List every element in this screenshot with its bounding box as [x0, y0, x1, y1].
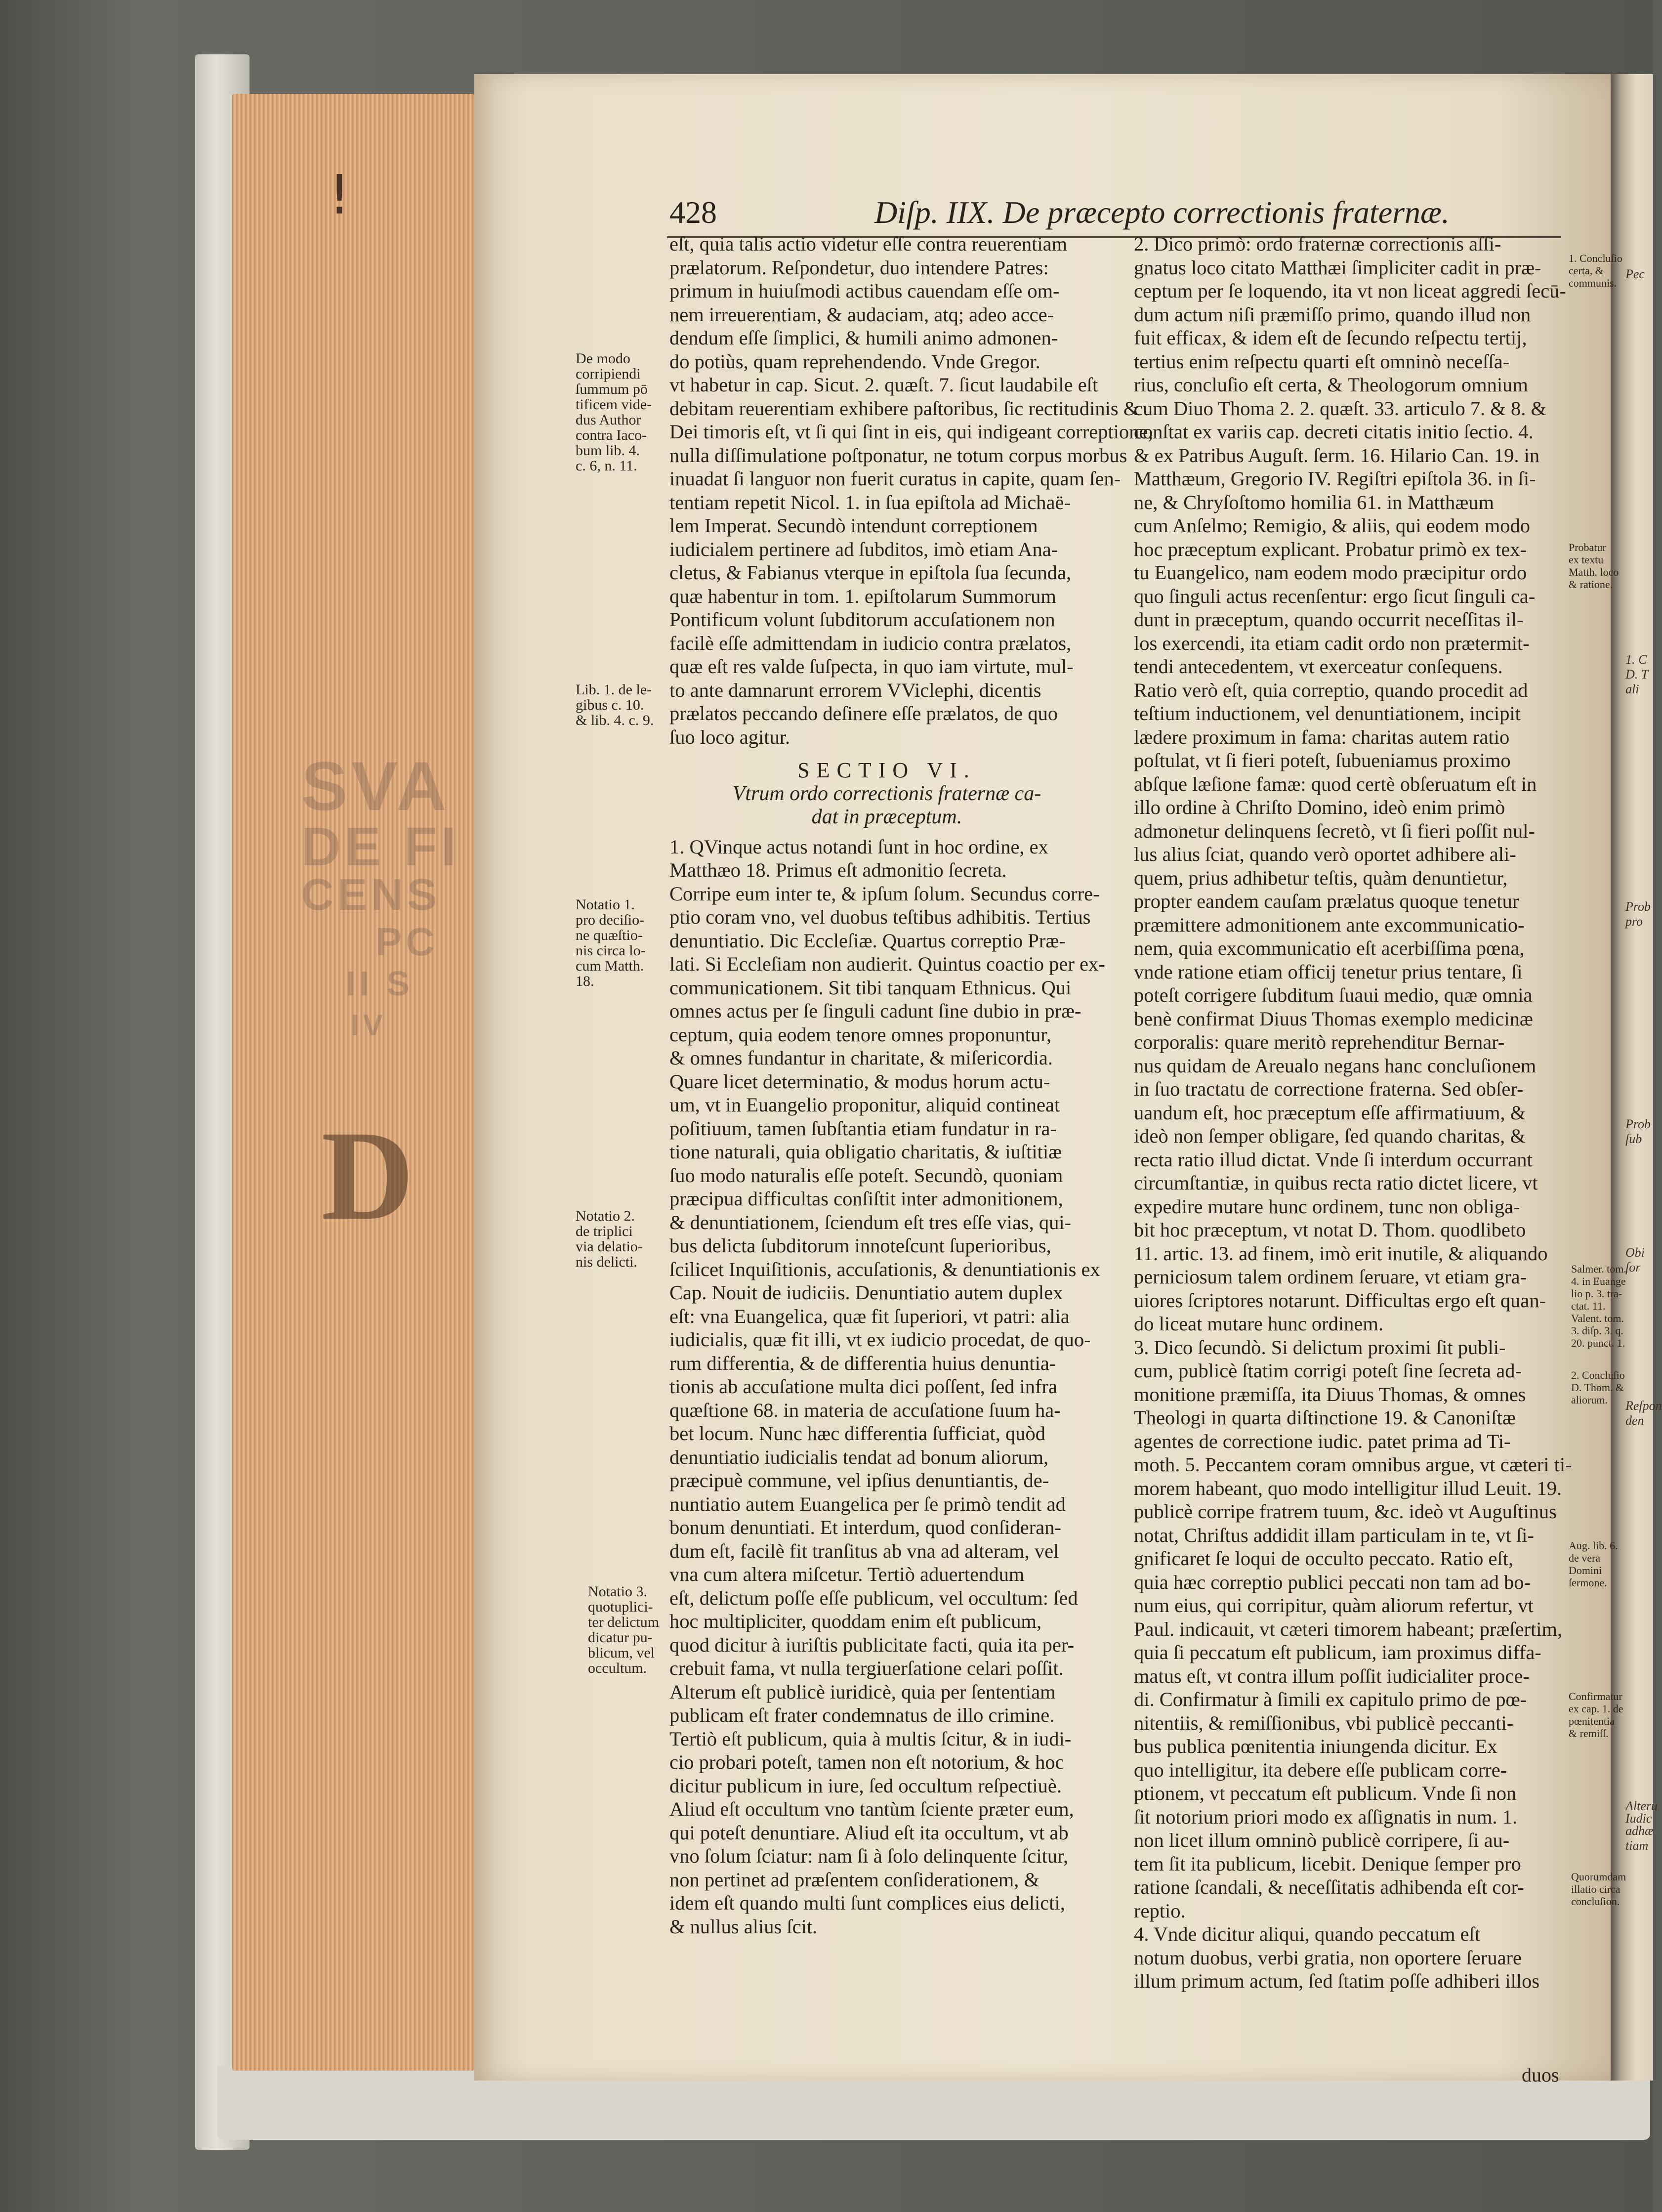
page-edge-block	[232, 94, 474, 2071]
margin-note-line: contra Iaco-	[576, 427, 647, 443]
next-page-note: adhæ	[1625, 1824, 1654, 1838]
margin-note-line: ex textu	[1569, 553, 1604, 566]
right-margin-note	[1569, 1539, 1618, 1589]
right-margin-note	[1571, 1263, 1626, 1349]
section-subtitle-line-1: Vtrum ordo correctionis fraternæ ca-	[732, 782, 1041, 805]
text-line: ſuo loco agitur.	[669, 725, 790, 748]
text-line: quæ habentur in tom. 1. epiſtolarum Summorum	[669, 585, 1056, 607]
edge-print-5: II S	[346, 964, 414, 1003]
next-page-note: Pec	[1625, 267, 1645, 281]
text-line: idem eſt quando multi ſunt complices eius delicti,	[669, 1892, 1065, 1914]
text-line: quæſtione 68. in materia de accuſatione ſuum ha-	[669, 1399, 1061, 1421]
text-line: Tertiò eſt publicum, quia à multis ſcitur, & in iudi-	[669, 1727, 1072, 1750]
text-line: Matthæo 18. Primus eſt admonitio ſecreta.	[669, 859, 1007, 881]
text-line: lem Imperat. Secundò intendunt correptionem	[669, 514, 1038, 537]
edge-print-4: PC	[375, 920, 439, 964]
text-line: prælatos peccando deſinere eſſe prælatos, de quo	[669, 702, 1058, 724]
text-line: gnificaret ſe loqui de occulto peccato. Ratio eſt,	[1134, 1547, 1514, 1570]
text-line: præcipua difficultas conſiſtit inter admonitionem,	[669, 1188, 1063, 1210]
text-line: reptio.	[1134, 1899, 1186, 1922]
next-page-note: ali	[1625, 682, 1639, 696]
text-line: publicè corripe fratrem tuum, &c. ideò vt Auguſtinus	[1134, 1500, 1557, 1523]
text-line: poſtulat, vt ſi fieri poteſt, ſubueniamus proximo	[1134, 749, 1511, 771]
text-line: 4. Vnde dicitur aliqui, quando peccatum eſt	[1134, 1923, 1481, 1945]
text-line: bus delicta ſubditorum innoteſcunt ſuperioribus,	[669, 1234, 1051, 1257]
text-line: tentiam repetit Nicol. 1. in ſua epiſtola ad Michaë-	[669, 491, 1071, 513]
text-line: Alterum eſt publicè iuridicè, quia per ſententiam	[669, 1680, 1056, 1703]
margin-note-line: tificem vide-	[576, 396, 652, 413]
text-line: Theologi in quarta diſtinctione 19. & Canoniſtæ	[1134, 1406, 1516, 1429]
margin-note-line: aliorum.	[1571, 1394, 1608, 1406]
text-line: dicitur publicum in iure, ſed occultum reſpectiuè.	[669, 1774, 1062, 1797]
text-line: poſitiuum, tamen ſubſtantia etiam fundatur in ra-	[669, 1117, 1057, 1140]
margin-note-line: nis circa lo-	[576, 942, 646, 959]
text-line: morem habeant, quo modo intelligitur illud Leuit. 19.	[1134, 1477, 1562, 1499]
text-line: 3. Dico ſecundò. Si delictum proximi ſit publi-	[1134, 1336, 1506, 1359]
margin-note-line: ne quæſtio-	[576, 927, 643, 943]
left-margin-note	[588, 1584, 659, 1676]
margin-note-line: pro deciſio-	[576, 912, 645, 928]
margin-note-line: De modo	[576, 350, 630, 367]
text-line: ne, & Chryſoſtomo homilia 61. in Matthæum	[1134, 491, 1494, 513]
text-line: do liceat mutare hunc ordinem.	[1134, 1313, 1383, 1335]
margin-note-line: ter delictum	[588, 1614, 660, 1630]
text-line: communicationem. Sit tibi tanquam Ethnicus. Qui	[669, 976, 1072, 999]
left-margin-note	[576, 682, 654, 728]
margin-note-line: Aug. lib. 6.	[1569, 1539, 1618, 1552]
margin-note-line: 20. punct. 1.	[1571, 1337, 1625, 1349]
catchword: duos	[1522, 2064, 1559, 2086]
left-column-top-text	[669, 232, 1153, 749]
text-line: poteſt corrigere ſubditum ſuaui medio, quæ omnia	[1134, 984, 1533, 1006]
margin-note-line: pœnitentia	[1569, 1715, 1615, 1727]
next-page-note: pro	[1625, 914, 1643, 929]
text-line: hoc præceptum explicant. Probatur primò ex tex-	[1134, 538, 1527, 560]
next-page-note: Iudic	[1625, 1811, 1652, 1826]
next-page-note: 1. C	[1625, 652, 1647, 667]
text-line: cletus, & Fabianus vterque in epiſtola ſua ſecunda,	[669, 561, 1072, 584]
left-margin-note	[576, 351, 652, 473]
text-line: dum eſt, facilè fit tranſitus ab vna ad alteram, vel	[669, 1539, 1059, 1562]
text-line: ſit notorium priori modo ex aſſignatis in num. 1.	[1134, 1805, 1518, 1828]
right-column-body-text	[1134, 232, 1572, 1993]
text-line: quem, prius adhibetur teſtis, quàm denuntietur,	[1134, 866, 1508, 889]
text-line: bit hoc præceptum, vt notat D. Thom. quodlibeto	[1134, 1219, 1526, 1241]
text-line: vna cum altera miſcetur. Tertiò aduertendum	[669, 1563, 1025, 1585]
text-line: nus quidam de Areualo negans hanc concluſionem	[1134, 1054, 1537, 1077]
text-line: notat, Chriſtus addidit illam particulam in te, vt ſi-	[1134, 1524, 1534, 1546]
text-line: prælatorum. Reſpondetur, duo intendere Patres:	[669, 256, 1049, 279]
text-line: Paul. indicauit, vt cæteri timorem habeant; præſertim,	[1134, 1617, 1563, 1640]
text-line: & denuntiationem, ſciendum eſt tres eſſe vias, qui-	[669, 1211, 1072, 1234]
next-page-note: D. T	[1625, 667, 1649, 681]
text-line: ratione ſcandali, & neceſſitatis adhibenda eſt cor-	[1134, 1876, 1524, 1898]
text-line: tertius enim reſpectu quarti eſt omninò neceſſa-	[1134, 350, 1510, 373]
margin-note-line: Notatio 1.	[576, 896, 635, 913]
text-line: benè confirmat Diuus Thomas exemplo medicinæ	[1134, 1007, 1533, 1030]
next-page-note: den	[1625, 1413, 1644, 1428]
text-line: quia ſi peccatum eſt publicum, iam proximus diffa-	[1134, 1641, 1541, 1663]
right-margin-note	[1569, 541, 1619, 591]
text-line: lus alius ſciat, quando verò oportet adhibere ali-	[1134, 843, 1516, 865]
text-line: nulla diſſimulatione poſtponatur, ne totum corpus morbus	[669, 444, 1127, 467]
text-line: 2. Dico primò: ordo fraternæ correctionis aſſi-	[1134, 233, 1501, 255]
text-line: hoc multipliciter, quoddam enim eſt publicum,	[669, 1610, 1042, 1632]
margin-note-line: illatio circa	[1571, 1883, 1620, 1895]
margin-note-line: de triplici	[576, 1223, 633, 1239]
text-line: quia hæc correptio publici peccati non tam ad bo-	[1134, 1571, 1531, 1593]
left-column	[669, 232, 1153, 1938]
text-line: denuntiatio. Dic Eccleſiæ. Quartus correptio Præ-	[669, 929, 1066, 952]
running-head: Diſp. IIX. De præcepto correctionis fraternæ.	[874, 195, 1450, 230]
text-line: iudicialem pertinere ad ſubditos, imò etiam Ana-	[669, 538, 1058, 560]
text-line: qui poteſt denuntiare. Aliud eſt ita occultum, vt ab	[669, 1821, 1069, 1844]
text-line: eſt, quia talis actio videtur eſſe contra reuerentiam	[669, 233, 1068, 255]
text-line: inuadat ſi languor non fuerit curatus in capite, quam ſen-	[669, 468, 1121, 490]
left-column-body-text	[669, 835, 1104, 1939]
margin-note-line: Matth. loco	[1569, 566, 1619, 578]
margin-note-line: Salmer. tom.	[1571, 1263, 1626, 1275]
text-line: recta ratio illud dictat. Vnde ſi interdum occurrant	[1134, 1148, 1533, 1171]
text-line: tendi antecedentem, vt exerceatur conſequens.	[1134, 655, 1503, 678]
margin-note-line: 18.	[576, 973, 594, 989]
text-line: uandum eſt, hoc præceptum eſſe affirmatiuum, &	[1134, 1101, 1526, 1124]
text-line: bet locum. Nunc hæc differentia ſufficiat, quòd	[669, 1422, 1046, 1445]
text-line: nuntiatio autem Euangelica per ſe primò tendit ad	[669, 1492, 1066, 1515]
text-line: 1. QVinque actus notandi ſunt in hoc ordine, ex	[669, 835, 1048, 858]
text-line: in ſuo tractatu de correctione fraterna. Sed obſer-	[1134, 1078, 1524, 1100]
margin-note-line: ex cap. 1. de	[1569, 1702, 1623, 1715]
text-line: nem irreuerentiam, & audaciam, atq; adeo acce-	[669, 303, 1054, 326]
text-line: non licet illum omninò publicè corripere, ſi au-	[1134, 1829, 1510, 1851]
text-line: lati. Si Eccleſiam non audierit. Quintus coactio per ex-	[669, 953, 1105, 975]
edge-exclamation-mark: !	[329, 163, 351, 226]
text-line: num eius, qui corripitur, quàm aliorum refertur, vt	[1134, 1594, 1534, 1616]
text-line: 11. artic. 13. ad finem, imò erit inutile, & aliquando	[1134, 1242, 1548, 1265]
right-column	[1134, 232, 1572, 1993]
text-line: & omnes fundantur in charitate, & miſericordia.	[669, 1047, 1053, 1069]
margin-note-line: quotuplici-	[588, 1599, 653, 1615]
margin-note-line: bum lib. 4.	[576, 442, 640, 459]
next-page-note: Obi	[1625, 1245, 1645, 1260]
text-line: propter eandem cauſam prælatus quoque tenetur	[1134, 890, 1519, 912]
text-line: Matthæum, Gregorio IV. Regiſtri epiſtola 36. in ſi-	[1134, 468, 1536, 490]
text-line: ſcilicet Inquiſitionis, accuſationis, & denuntiationis ex	[669, 1258, 1100, 1280]
text-line: tionis ab accuſatione multa dici poſſent, ſed infra	[669, 1375, 1058, 1398]
margin-note-line: & lib. 4. c. 9.	[576, 712, 654, 728]
next-page-note: Prob	[1625, 1117, 1651, 1131]
margin-note-line: Confirmatur	[1569, 1690, 1622, 1702]
text-line: corporalis: quare meritò reprehenditur Bernar-	[1134, 1031, 1505, 1053]
margin-note-line: ſummum pō	[576, 381, 648, 397]
text-line: denuntiatio iudicialis tendat ad bonum aliorum,	[669, 1446, 1049, 1468]
text-line: quo ſinguli actus recenſentur: ergo ſicut ſinguli ca-	[1134, 585, 1536, 607]
text-line: Cap. Nouit de iudiciis. Denuntiatio autem duplex	[669, 1281, 1063, 1304]
edge-print-3: CENS	[301, 870, 441, 920]
text-line: & ex Patribus Auguſt. ſerm. 16. Hilario Can. 19. in	[1134, 444, 1540, 467]
next-page-note: ſor	[1625, 1260, 1641, 1275]
margin-note-line: de vera	[1569, 1552, 1601, 1564]
edge-letter-mark: D	[321, 1105, 414, 1247]
edge-print-2: DE FI	[301, 816, 460, 877]
text-line: ptionem, vt peccatum eſt publicum. Vnde ſi non	[1134, 1782, 1517, 1804]
text-line: rius, concluſio eſt certa, & Theologorum omnium	[1134, 374, 1528, 396]
text-line: cio probari poteſt, tamen non eſt notorium, & hoc	[669, 1751, 1064, 1773]
text-line: um, vt in Euangelio proponitur, aliquid contineat	[669, 1094, 1060, 1116]
text-line: tem ſit ita publicum, licebit. Denique ſemper pro	[1134, 1852, 1521, 1875]
text-line: Pontificum volunt ſubditorum accuſationem non	[669, 608, 1055, 631]
next-page-edge	[1611, 74, 1653, 2081]
margin-note-line: communis.	[1569, 277, 1617, 289]
text-line: admonetur delinquens ſecretò, vt ſi fieri poſſit nul-	[1134, 819, 1536, 842]
text-line: ptio coram vno, vel duobus teſtibus adhibitis. Tertius	[669, 906, 1091, 928]
left-margin-note	[576, 1208, 643, 1270]
text-line: eſt, delictum poſſe eſſe publicum, vel occultum: ſed	[669, 1586, 1078, 1609]
margin-note-line: 4. in Euange	[1571, 1275, 1626, 1287]
right-margin-note	[1569, 252, 1622, 289]
margin-note-line: Lib. 1. de le-	[576, 681, 652, 698]
left-margin-note	[576, 897, 646, 989]
text-line: teſtium inductionem, vel denuntiationem, incipit	[1134, 702, 1521, 724]
text-line: ceptum, quia eodem tenore omnes proponuntur,	[669, 1023, 1052, 1046]
text-line: tu Euangelico, nam eodem modo præcipitur ordo	[1134, 561, 1527, 584]
text-line: Quare licet determinatio, & modus horum actu-	[669, 1070, 1050, 1093]
margin-note-line: nis delicti.	[576, 1254, 637, 1270]
text-line: primum in huiuſmodi actibus cauendam eſſe om-	[669, 280, 1060, 302]
text-line: publicam eſt frater condemnatus de illo crimine.	[669, 1704, 1055, 1726]
text-line: vno ſolum ſciatur: nam ſi à ſolo delinquente ſcitur,	[669, 1845, 1069, 1867]
text-line: facilè eſſe admittendam in iudicio contra prælatos,	[669, 632, 1072, 654]
margin-note-line: 2. Concluſio	[1571, 1369, 1625, 1381]
next-page-note: Reſpon	[1625, 1399, 1662, 1413]
margin-note-line: Notatio 2.	[576, 1208, 635, 1224]
next-page-note: Alteru	[1625, 1799, 1658, 1813]
margin-note-line: Valent. tom.	[1571, 1312, 1624, 1324]
text-line: lædere proximum in fama: charitas autem ratio	[1134, 725, 1510, 748]
text-line: præmittere admonitionem ante excommunicatio-	[1134, 913, 1525, 936]
text-line: debitam reuerentiam exhibere paſtoribus, ſic rectitudinis &	[669, 397, 1139, 420]
text-line: abſque læſione famæ: quod certè obſeruatum eſt in	[1134, 772, 1537, 795]
margin-note-line: corripiendi	[576, 366, 641, 382]
text-line: quo intelligitur, ita debere eſſe publicam corre-	[1134, 1758, 1507, 1781]
margin-note-line: certa, &	[1569, 264, 1604, 277]
text-line: fuit efficax, & idem eſt de ſecundo reſpectu tertij,	[1134, 327, 1527, 349]
text-line: matus eſt, vt contra illum poſſit iudicialiter proce-	[1134, 1664, 1530, 1687]
text-line: illo ordine à Chriſto Domino, ideò enim primò	[1134, 796, 1505, 818]
next-page-note: Prob	[1625, 899, 1651, 914]
edge-print-6: IV	[351, 1009, 387, 1042]
text-line: ceptum per ſe loquendo, ita vt non liceat aggredi ſecū-	[1134, 280, 1566, 302]
margin-note-line: D. Thom. &	[1571, 1381, 1624, 1394]
page-number: 428	[669, 195, 717, 230]
margin-note-line: ſermone.	[1569, 1576, 1607, 1589]
next-page-note: ſub	[1625, 1132, 1642, 1146]
text-line: vt habetur in cap. Sicut. 2. quæſt. 7. ſicut laudabile eſt	[669, 374, 1098, 396]
section-title: SECTIO VI.	[797, 758, 976, 782]
text-line: nitentiis, & remiſſionibus, vbi publicè peccanti-	[1134, 1711, 1514, 1734]
text-line: tione naturali, quia obligatio charitatis, & iuſtitiæ	[669, 1141, 1062, 1163]
text-line: quæ eſt res valde ſuſpecta, in quo iam virtute, mul-	[669, 655, 1074, 678]
text-line: moth. 5. Peccantem coram omnibus argue, vt cæteri ti-	[1134, 1453, 1572, 1476]
text-line: uiores ſcriptores notarunt. Difficultas ergo eſt quan-	[1134, 1289, 1546, 1312]
text-line: illum primum actum, ſed ſtatim poſſe adhiberi illos	[1134, 1970, 1540, 1992]
margin-note-line: lio p. 3. tra-	[1571, 1287, 1622, 1300]
text-line: dum actum niſi præmiſſo primo, quando illud non	[1134, 303, 1531, 326]
margin-note-line: c. 6, n. 11.	[576, 458, 637, 474]
text-line: cum Diuo Thoma 2. 2. quæſt. 33. articulo 7. & 8. &	[1134, 397, 1547, 420]
text-line: agentes de correctione iudic. patet prima ad Ti-	[1134, 1430, 1511, 1452]
text-line: to ante damnarunt errorem VViclephi, dicentis	[669, 679, 1041, 701]
text-line: ſuo modo naturalis eſſe poteſt. Secundò, quoniam	[669, 1164, 1063, 1187]
margin-note-line: & remiſſ.	[1569, 1727, 1609, 1740]
text-line: perniciosum talem ordinem ſeruare, vt etiam gra-	[1134, 1266, 1527, 1288]
margin-note-line: dicatur pu-	[588, 1629, 653, 1646]
text-line: gnatus loco citato Matthæi ſimpliciter cadit in præ-	[1134, 256, 1541, 279]
next-page-note: tiam	[1625, 1838, 1649, 1853]
text-line: Dei timoris eſt, vt ſi qui ſint in eis, qui indigeant correptione,	[669, 421, 1153, 443]
text-line: dendum eſſe ſimplici, & humili animo admonen-	[669, 327, 1058, 349]
margin-note-line: 3. diſp. 3. q.	[1571, 1324, 1623, 1337]
text-line: los exercendi, ita etiam cadit ordo non prætermit-	[1134, 632, 1530, 654]
text-line: cum, publicè ſtatim corrigi poteſt ſine ſecreta ad-	[1134, 1360, 1522, 1382]
text-line: di. Confirmatur à ſimili ex capitulo primo de pœ-	[1134, 1688, 1527, 1710]
text-line: Corripe eum inter te, & ipſum ſolum. Secundus corre-	[669, 882, 1100, 905]
text-line: præcipuè commune, vel ipſius denuntiantis, de-	[669, 1469, 1049, 1491]
text-line: quod dicitur à iuriſtis publicitate facti, quia ita per-	[669, 1633, 1075, 1656]
margin-note-line: Notatio 3.	[588, 1583, 647, 1600]
margin-note-line: cum Matth.	[576, 958, 644, 974]
text-line: bonum denuntiati. Et interdum, quod conſideran-	[669, 1516, 1061, 1538]
text-line: expedire mutare hunc ordinem, tunc non obliga-	[1134, 1195, 1520, 1218]
text-line: monitione præmiſſa, ita Diuus Thomas, & omnes	[1134, 1383, 1526, 1405]
text-line: nem, quia excommunicatio eſt acerbiſſima pœna,	[1134, 937, 1525, 959]
text-line: ideò non ſemper obligare, ſed quando charitas, &	[1134, 1125, 1526, 1147]
text-line: crebuit fama, vt nulla tergiuerſatione celari poſſit.	[669, 1657, 1064, 1679]
margin-note-line: occultum.	[588, 1660, 647, 1676]
right-margin-note	[1571, 1871, 1626, 1908]
right-margin-note	[1569, 1690, 1623, 1740]
margin-note-line: concluſion.	[1571, 1895, 1620, 1908]
text-line: omnes actus per ſe ſinguli cadunt ſine dubio in præ-	[669, 1000, 1081, 1022]
right-margin-note	[1571, 1369, 1625, 1406]
text-line: circumſtantiæ, in quibus recta ratio dictet licere, vt	[1134, 1172, 1538, 1194]
margin-note-line: dus Author	[576, 412, 641, 428]
margin-note-line: ctat. 11.	[1571, 1300, 1606, 1312]
text-line: vnde ratione etiam officij tenetur prius tentare, ſi	[1134, 960, 1523, 983]
margin-note-line: via delatio-	[576, 1238, 643, 1255]
text-line: Ratio verò eſt, quia correptio, quando procedit ad	[1134, 679, 1528, 701]
margin-note-line: Quorumdam	[1571, 1871, 1626, 1883]
text-line: & nullus alius ſcit.	[669, 1915, 818, 1938]
text-line: dunt in præceptum, quando occurrit neceſſitas il-	[1134, 608, 1524, 631]
text-line: eſt: vna Euangelica, quæ fit ſuperiori, vt patri: alia	[669, 1305, 1070, 1327]
margin-note-line: gibus c. 10.	[576, 697, 644, 713]
margin-note-line: blicum, vel	[588, 1645, 655, 1661]
text-line: rum differentia, & de differentia huius denuntia-	[669, 1352, 1056, 1374]
text-line: Aliud eſt occultum vno tantùm ſciente præter eum,	[669, 1798, 1074, 1820]
text-line: bus publica pœnitentia iniungenda dicitur. Ex	[1134, 1735, 1497, 1757]
section-subtitle-line-2: dat in præceptum.	[811, 806, 962, 828]
text-line: do potiùs, quam reprehendendo. Vnde Gregor.	[669, 350, 1040, 373]
text-line: conſtat ex variis cap. decreti citatis initio ſectio. 4.	[1134, 421, 1534, 443]
edge-print-1: SVA	[301, 747, 451, 825]
text-line: notum duobus, verbi gratia, non oportere ſeruare	[1134, 1946, 1522, 1969]
margin-note-line: 1. Concluſio	[1569, 252, 1622, 264]
margin-note-line: Domini	[1569, 1564, 1602, 1576]
margin-note-line: & ratione.	[1569, 578, 1613, 591]
text-line: cum Anſelmo; Remigio, & aliis, qui eodem modo	[1134, 514, 1531, 537]
margin-note-line: Probatur	[1569, 541, 1606, 553]
text-line: iudicialis, quæ fit illi, vt ex iudicio procedat, de quo-	[669, 1328, 1091, 1351]
text-line: non pertinet ad præſentem conſiderationem, &	[669, 1868, 1040, 1891]
